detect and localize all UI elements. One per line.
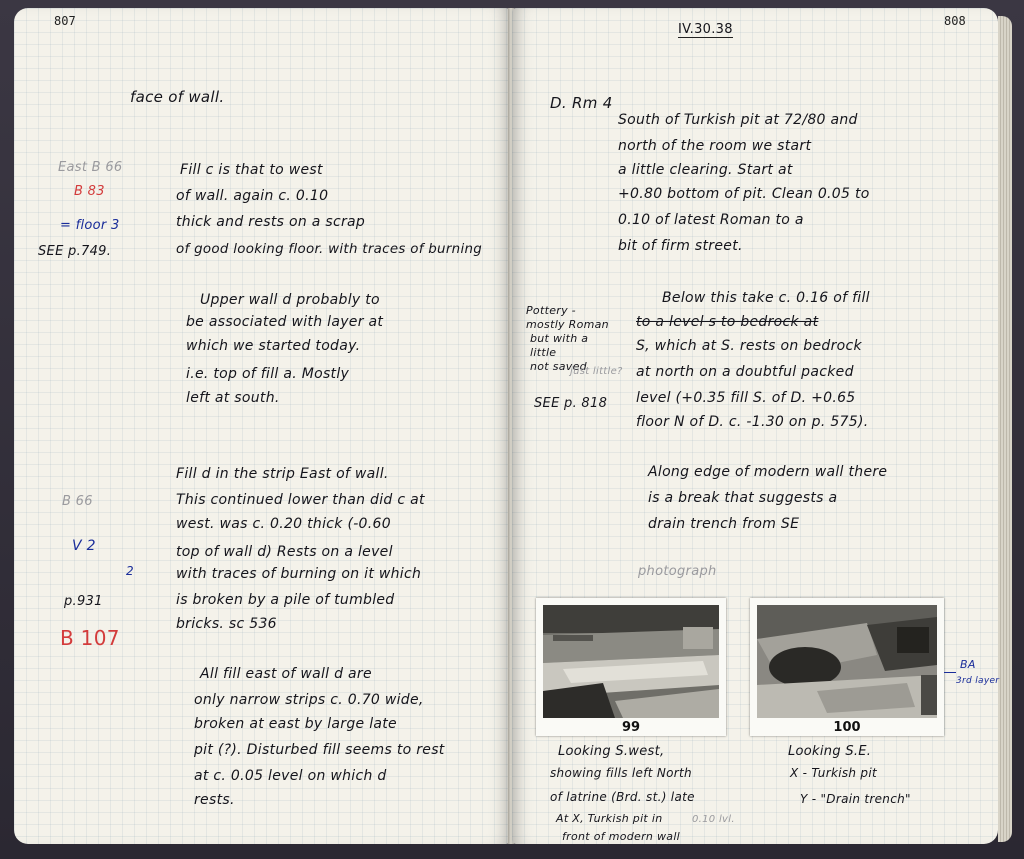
note-line: at north on a doubtful packed (636, 364, 854, 380)
caption-line: Looking S.west, (558, 744, 665, 759)
note-line: west. was c. 0.20 thick (-0.60 (176, 516, 391, 532)
margin-note: SEE p. 818 (534, 396, 608, 411)
note-line: is a break that suggests a (648, 490, 838, 506)
photo-number: 99 (621, 720, 641, 735)
note-line: a little clearing. Start at (618, 162, 793, 178)
note-line: be associated with layer at (186, 314, 384, 330)
note-line: to a level s to bedrock at (636, 314, 819, 330)
margin-note: Pottery - (526, 304, 576, 317)
photo-100 (750, 598, 944, 736)
margin-note: SEE p.749. (38, 244, 112, 259)
margin-note: p.931 (64, 594, 103, 609)
page-date: IV.30.38 (678, 22, 733, 37)
caption-line: showing fills left North (550, 766, 692, 780)
note-line: Upper wall d probably to (200, 292, 380, 308)
note-line: broken at east by large late (194, 716, 397, 732)
note-line: left at south. (186, 390, 280, 406)
note-line: at c. 0.05 level on which d (194, 768, 387, 784)
margin-note: 2 (126, 564, 134, 578)
excavation-photo-image (543, 605, 719, 718)
page-edges (998, 16, 1012, 842)
photo-number: 100 (833, 720, 861, 735)
margin-note: little (530, 346, 557, 359)
note-line: top of wall d) Rests on a level (176, 544, 393, 560)
margin-note: B 66 (62, 494, 93, 509)
note-line: with traces of burning on it which (176, 566, 422, 582)
annotation-line (944, 672, 956, 673)
note-line: rests. (194, 792, 235, 808)
side-note: 3rd layer (956, 676, 1000, 686)
margin-note: V 2 (72, 538, 96, 554)
note-line: Fill d in the strip East of wall. (176, 466, 389, 482)
photo-label: photograph (638, 564, 717, 579)
note-line: South of Turkish pit at 72/80 and (618, 112, 858, 128)
photo-99 (536, 598, 726, 736)
note-line: floor N of D. c. -1.30 on p. 575). (636, 414, 869, 430)
note-line: thick and rests on a scrap (176, 214, 366, 230)
margin-note: mostly Roman (526, 318, 609, 331)
margin-note: East B 66 (58, 160, 123, 175)
note-line: Below this take c. 0.16 of fill (662, 290, 870, 306)
caption-line: At X, Turkish pit in (556, 812, 663, 825)
note-line: i.e. top of fill a. Mostly (186, 366, 350, 382)
left-page (14, 8, 510, 844)
note-line: pit (?). Disturbed fill seems to rest (194, 742, 445, 758)
note-line: Fill c is that to west (180, 162, 323, 178)
margin-note: but with a (530, 332, 589, 345)
note-line: only narrow strips c. 0.70 wide, (194, 692, 424, 708)
left-page-number: 807 (54, 14, 76, 28)
note-line: is broken by a pile of tumbled (176, 592, 395, 608)
note-line: of good looking floor. with traces of burning (176, 242, 483, 257)
excavation-photo-image (757, 605, 937, 718)
right-page-number: 808 (944, 14, 966, 28)
side-note: BA (960, 658, 976, 671)
note-line: +0.80 bottom of pit. Clean 0.05 to (618, 186, 870, 202)
note-line: bricks. sc 536 (176, 616, 277, 632)
margin-note: not saved (530, 360, 587, 373)
note-line: This continued lower than did c at (176, 492, 425, 508)
caption-line: front of modern wall (562, 830, 681, 843)
section-heading: D. Rm 4 (550, 94, 613, 112)
note-line: bit of firm street. (618, 238, 743, 254)
right-page (512, 8, 998, 844)
margin-note: B 83 (74, 184, 105, 199)
note-line: level (+0.35 fill S. of D. +0.65 (636, 390, 856, 406)
note-line: Along edge of modern wall there (648, 464, 888, 480)
caption-line: X - Turkish pit (790, 766, 877, 780)
note-line: S, which at S. rests on bedrock (636, 338, 862, 354)
caption-line: Y - "Drain trench" (800, 792, 911, 806)
note-line: 0.10 of latest Roman to a (618, 212, 804, 228)
faint-note: 0.10 lvl. (692, 814, 735, 825)
note-line: drain trench from SE (648, 516, 800, 532)
note-line: All fill east of wall d are (200, 666, 372, 682)
note-line: north of the room we start (618, 138, 812, 154)
note-line: face of wall. (130, 88, 225, 106)
margin-note: just little? (570, 366, 623, 377)
margin-note: B 107 (60, 626, 120, 650)
note-line: of wall. again c. 0.10 (176, 188, 329, 204)
caption-line: Looking S.E. (788, 744, 872, 759)
note-line: which we started today. (186, 338, 361, 354)
caption-line: of latrine (Brd. st.) late (550, 790, 695, 804)
margin-note: = floor 3 (60, 218, 120, 233)
